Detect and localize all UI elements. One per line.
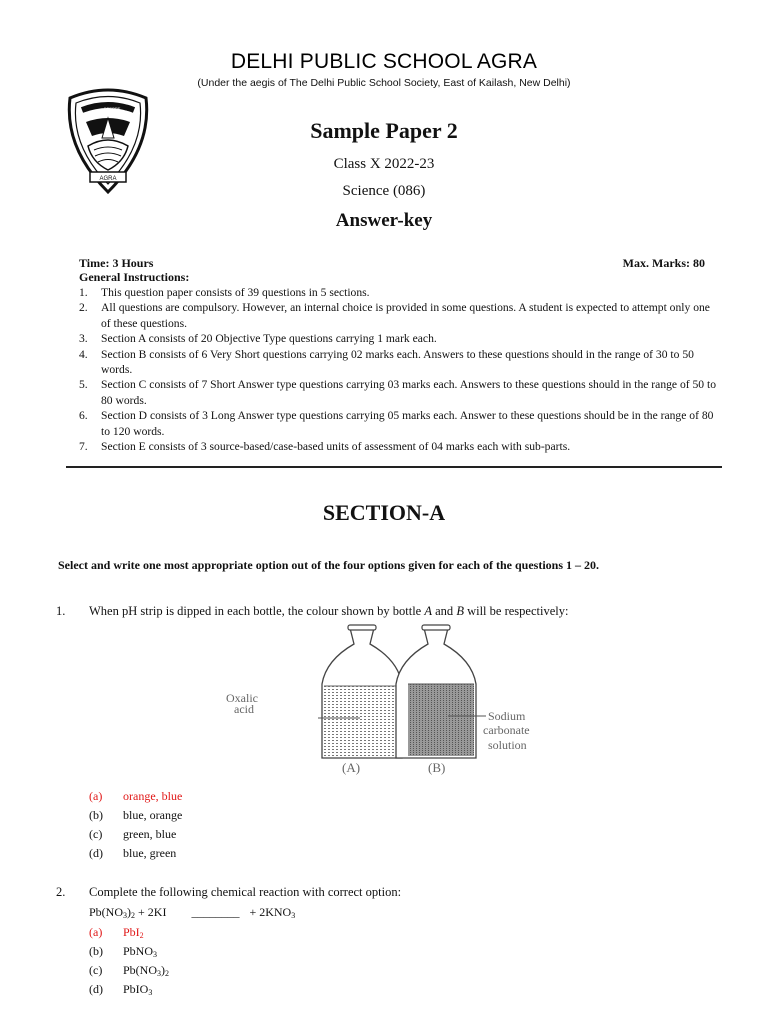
bottle-b-var: B bbox=[456, 604, 464, 618]
label-solution: solution bbox=[488, 738, 527, 752]
question-text: When pH strip is dipped in each bottle, the colour shown by bottle A and B will be respectively: bbox=[89, 604, 569, 618]
instructions-heading: General Instructions: bbox=[79, 270, 190, 284]
logo-text-agra: AGRA bbox=[99, 176, 117, 182]
school-affiliation: (Under the aegis of The Delhi Public School Society, East of Kailash, New Delhi) bbox=[197, 77, 571, 89]
instruction-item: 3. Section A consists of 20 Objective Type questions carrying 1 mark each. bbox=[79, 332, 437, 346]
question-text: Complete the following chemical reaction with correct option: bbox=[89, 885, 402, 899]
logo-text-self: SELF bbox=[117, 109, 128, 114]
max-marks: Max. Marks: 80 bbox=[622, 256, 705, 270]
label-sodium: Sodium bbox=[488, 709, 526, 723]
question-number: 2. bbox=[56, 885, 66, 899]
paper-title: Sample Paper 2 bbox=[310, 118, 458, 143]
label-bottle-b: (B) bbox=[428, 760, 446, 775]
section-title: SECTION-A bbox=[322, 500, 446, 525]
divider-rule bbox=[66, 466, 722, 468]
school-name: DELHI PUBLIC SCHOOL AGRA bbox=[230, 50, 538, 73]
q1-option-b[interactable]: (b) blue, orange bbox=[89, 808, 183, 822]
label-carbonate: carbonate bbox=[483, 723, 530, 737]
section-directive: Select and write one most appropriate option out of the four options given for each of the questions 1 – 20. bbox=[58, 558, 599, 572]
subject-line: Science (086) bbox=[342, 183, 426, 199]
q2-option-b[interactable]: (b) PbNO$_3$ bbox=[89, 944, 158, 959]
instruction-item: 6. Section D consists of 3 Long Answer type questions carrying 05 marks each. Answer to these questions should be in the range of 80 to 120 words. bbox=[79, 409, 714, 438]
q2-option-c[interactable]: (c) $Pb(NO_3)_2$ bbox=[89, 963, 170, 978]
label-bottle-a: (A) bbox=[342, 760, 361, 775]
bottle-a bbox=[322, 625, 402, 758]
label-acid: acid bbox=[234, 702, 254, 716]
instruction-item: 2. All questions are compulsory. However, an internal choice is provided in some questions. A student is expected to attempt only one of these questions. bbox=[79, 301, 710, 330]
q1-option-d[interactable]: (d) blue, green bbox=[89, 846, 177, 860]
label-oxalic: Oxalic bbox=[226, 691, 258, 705]
instruction-item: 4. Section B consists of 6 Very Short questions carrying 02 marks each. Answers to these questions should in the range of 30 to 50 words. bbox=[79, 347, 694, 377]
q2-option-d[interactable]: (d) PbIO$_3$ bbox=[89, 982, 153, 997]
question-number: 1. bbox=[56, 604, 66, 618]
chemical-equation: $Pb(NO_3)_2 + 2KI$ ________ + $2KNO_3$ bbox=[89, 905, 296, 920]
class-line: Class X 2022-23 bbox=[333, 156, 435, 172]
equation-blank: ________ bbox=[191, 905, 240, 919]
logo-text-service: SERVICE bbox=[93, 109, 111, 114]
instruction-item: 7. Section E consists of 3 source-based/case-based units of assessment of 04 marks each with sub-parts. bbox=[79, 440, 571, 454]
bottles-figure bbox=[200, 622, 540, 780]
instructions-list bbox=[79, 285, 719, 454]
bottle-b bbox=[396, 625, 476, 758]
exam-meta bbox=[79, 256, 705, 271]
instruction-item: 5. Section C consists of 7 Short Answer type questions carrying 03 marks each. Answers to these questions should in the range of 50 to 80 words. bbox=[79, 378, 717, 407]
answer-key-heading: Answer-key bbox=[335, 210, 433, 231]
q2-option-a[interactable]: (a) PbI$_2$ bbox=[89, 925, 144, 940]
exam-time: Time: 3 Hours bbox=[79, 256, 154, 270]
bottle-a-var: A bbox=[424, 604, 432, 618]
logo-text-before: BEFORE bbox=[104, 106, 121, 111]
q1-option-a[interactable]: (a) orange, blue bbox=[89, 789, 183, 803]
q1-option-c[interactable]: (c) green, blue bbox=[89, 827, 177, 841]
instruction-item: 1. This question paper consists of 39 questions in 5 sections. bbox=[79, 286, 370, 299]
